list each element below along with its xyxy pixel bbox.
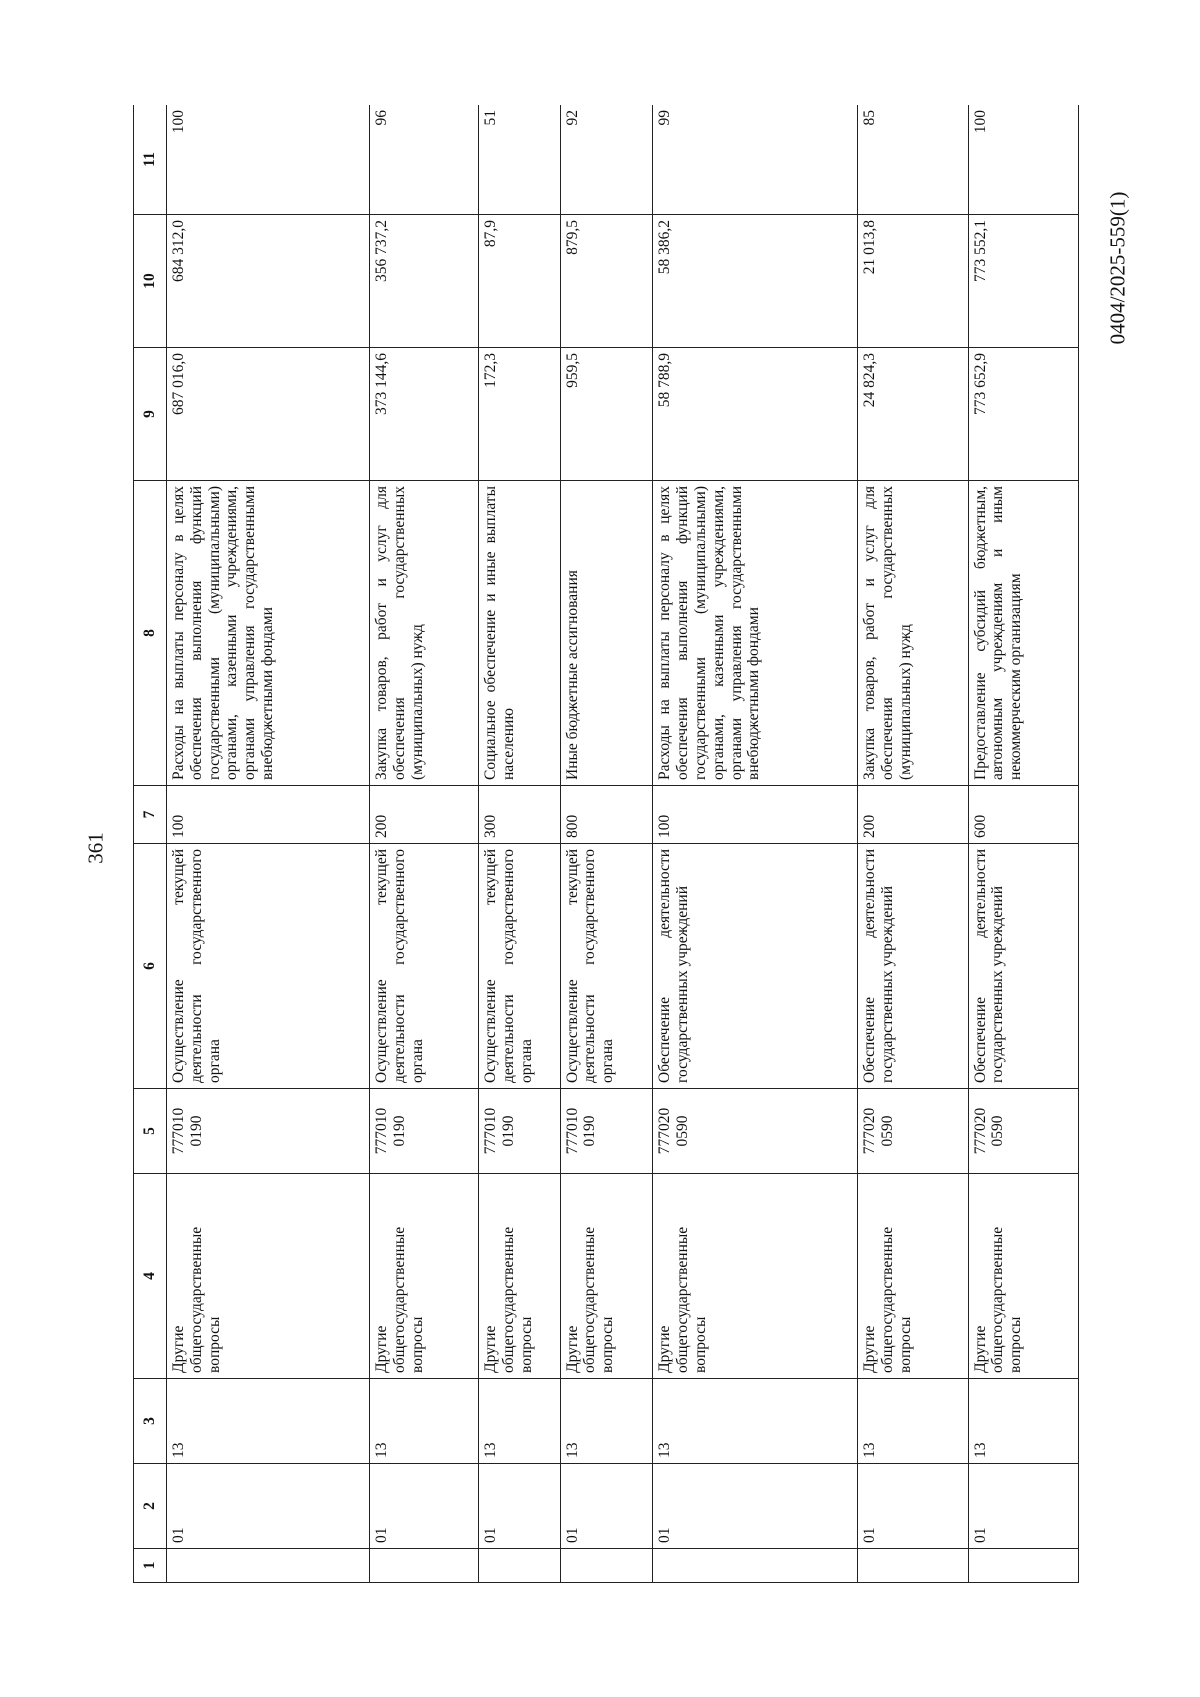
cell-expense-type: 600 bbox=[968, 786, 1078, 844]
col-header-6: 6 bbox=[134, 844, 167, 1089]
cell-section: 01 bbox=[858, 1464, 968, 1549]
cell-expense-type: 100 bbox=[167, 786, 370, 844]
cell-percent: 92 bbox=[560, 105, 653, 215]
document-code: 0404/2025-559(1) bbox=[1105, 191, 1130, 345]
cell-expense-name: Закупка товаров, работ и услуг для обеспечения государственных (муниципальных) нужд bbox=[369, 481, 478, 786]
cell-expense-name: Расходы на выплаты персоналу в целях обеспечения выполнения функций государственными (муниципальными) органами, казенными учреждениями, органами управления государственными внебюджетными фондами bbox=[167, 481, 370, 786]
cell-subsection: 13 bbox=[167, 1379, 370, 1464]
cell-col1 bbox=[858, 1549, 968, 1583]
table-row bbox=[653, 105, 858, 1583]
cell-percent: 99 bbox=[653, 105, 858, 215]
cell-col1 bbox=[653, 1549, 858, 1583]
cell-section: 01 bbox=[167, 1464, 370, 1549]
cell-subsection-name: Другие общегосударственные вопросы bbox=[167, 1174, 370, 1379]
cell-target-code: 777010 0190 bbox=[479, 1089, 561, 1174]
col-header-3: 3 bbox=[134, 1379, 167, 1464]
cell-subsection-name: Другие общегосударственные вопросы bbox=[653, 1174, 858, 1379]
table-row bbox=[167, 105, 370, 1583]
table-row bbox=[968, 105, 1078, 1583]
cell-executed: 356 737,2 bbox=[369, 215, 478, 348]
cell-target-name: Осуществление текущей деятельности государственного органа bbox=[167, 844, 370, 1089]
header-row bbox=[134, 105, 167, 1583]
cell-target-code: 777010 0190 bbox=[560, 1089, 653, 1174]
cell-executed: 684 312,0 bbox=[167, 215, 370, 348]
cell-subsection: 13 bbox=[653, 1379, 858, 1464]
page-number: 361 bbox=[83, 832, 108, 864]
cell-percent: 100 bbox=[167, 105, 370, 215]
cell-target-code: 777020 0590 bbox=[858, 1089, 968, 1174]
cell-subsection-name: Другие общегосударственные вопросы bbox=[968, 1174, 1078, 1379]
cell-expense-type: 200 bbox=[858, 786, 968, 844]
cell-expense-type: 300 bbox=[479, 786, 561, 844]
cell-col1 bbox=[369, 1549, 478, 1583]
cell-percent: 100 bbox=[968, 105, 1078, 215]
cell-subsection: 13 bbox=[560, 1379, 653, 1464]
cell-planned: 24 824,3 bbox=[858, 348, 968, 481]
cell-percent: 85 bbox=[858, 105, 968, 215]
cell-subsection: 13 bbox=[858, 1379, 968, 1464]
cell-executed: 773 552,1 bbox=[968, 215, 1078, 348]
table-row bbox=[560, 105, 653, 1583]
cell-subsection: 13 bbox=[479, 1379, 561, 1464]
table-row bbox=[479, 105, 561, 1583]
cell-expense-type: 100 bbox=[653, 786, 858, 844]
cell-executed: 879,5 bbox=[560, 215, 653, 348]
cell-target-name: Обеспечение деятельности государственных учреждений bbox=[968, 844, 1078, 1089]
cell-expense-name: Расходы на выплаты персоналу в целях обеспечения выполнения функций государственными (муниципальными) органами, казенными учреждениями, органами управления государственными внебюджетными фондами bbox=[653, 481, 858, 786]
cell-planned: 687 016,0 bbox=[167, 348, 370, 481]
col-header-7: 7 bbox=[134, 786, 167, 844]
col-header-8: 8 bbox=[134, 481, 167, 786]
cell-section: 01 bbox=[479, 1464, 561, 1549]
col-header-10: 10 bbox=[134, 215, 167, 348]
cell-subsection-name: Другие общегосударственные вопросы bbox=[479, 1174, 561, 1379]
cell-planned: 58 788,9 bbox=[653, 348, 858, 481]
cell-percent: 51 bbox=[479, 105, 561, 215]
cell-target-name: Обеспечение деятельности государственных учреждений bbox=[653, 844, 858, 1089]
cell-target-code: 777010 0190 bbox=[167, 1089, 370, 1174]
table-row bbox=[369, 105, 478, 1583]
cell-subsection-name: Другие общегосударственные вопросы bbox=[369, 1174, 478, 1379]
cell-subsection: 13 bbox=[968, 1379, 1078, 1464]
col-header-11: 11 bbox=[134, 105, 167, 215]
cell-expense-name: Предоставление субсидий бюджетным, автономным учреждениям и иным некоммерческим организациям bbox=[968, 481, 1078, 786]
cell-target-code: 777010 0190 bbox=[369, 1089, 478, 1174]
cell-target-code: 777020 0590 bbox=[653, 1089, 858, 1174]
col-header-2: 2 bbox=[134, 1464, 167, 1549]
cell-planned: 172,3 bbox=[479, 348, 561, 481]
cell-expense-name: Иные бюджетные ассигнования bbox=[560, 481, 653, 786]
budget-table bbox=[133, 105, 1079, 1583]
cell-section: 01 bbox=[653, 1464, 858, 1549]
cell-subsection: 13 bbox=[369, 1379, 478, 1464]
col-header-5: 5 bbox=[134, 1089, 167, 1174]
col-header-1: 1 bbox=[134, 1549, 167, 1583]
cell-section: 01 bbox=[560, 1464, 653, 1549]
cell-planned: 373 144,6 bbox=[369, 348, 478, 481]
cell-subsection-name: Другие общегосударственные вопросы bbox=[560, 1174, 653, 1379]
cell-executed: 58 386,2 bbox=[653, 215, 858, 348]
cell-target-code: 777020 0590 bbox=[968, 1089, 1078, 1174]
cell-expense-type: 200 bbox=[369, 786, 478, 844]
cell-executed: 87,9 bbox=[479, 215, 561, 348]
cell-target-name: Осуществление текущей деятельности государственного органа bbox=[369, 844, 478, 1089]
cell-col1 bbox=[560, 1549, 653, 1583]
cell-col1 bbox=[479, 1549, 561, 1583]
cell-expense-name: Социальное обеспечение и иные выплаты населению bbox=[479, 481, 561, 786]
cell-planned: 773 652,9 bbox=[968, 348, 1078, 481]
budget-table-container bbox=[133, 105, 1079, 1583]
cell-subsection-name: Другие общегосударственные вопросы bbox=[858, 1174, 968, 1379]
cell-section: 01 bbox=[369, 1464, 478, 1549]
col-header-9: 9 bbox=[134, 348, 167, 481]
cell-planned: 959,5 bbox=[560, 348, 653, 481]
cell-col1 bbox=[167, 1549, 370, 1583]
cell-target-name: Осуществление текущей деятельности государственного органа bbox=[560, 844, 653, 1089]
cell-percent: 96 bbox=[369, 105, 478, 215]
cell-target-name: Обеспечение деятельности государственных учреждений bbox=[858, 844, 968, 1089]
cell-section: 01 bbox=[968, 1464, 1078, 1549]
cell-executed: 21 013,8 bbox=[858, 215, 968, 348]
cell-col1 bbox=[968, 1549, 1078, 1583]
cell-expense-name: Закупка товаров, работ и услуг для обеспечения государственных (муниципальных) нужд bbox=[858, 481, 968, 786]
cell-expense-type: 800 bbox=[560, 786, 653, 844]
col-header-4: 4 bbox=[134, 1174, 167, 1379]
cell-target-name: Осуществление текущей деятельности государственного органа bbox=[479, 844, 561, 1089]
table-row bbox=[858, 105, 968, 1583]
